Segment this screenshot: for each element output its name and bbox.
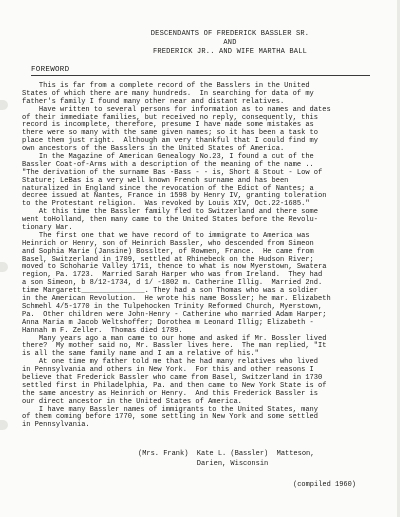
body-line: settled first in Philadelphia, Pa. and then came to New York State is of [22,381,327,390]
body-line: own ancestors of the Basslers in the United States of America. [22,145,285,154]
body-line: went toHolland, then many came to the United States before the Revolu- [22,216,319,225]
body-line: The first one that we have record of to immigrate to America was [22,231,310,240]
signature-block [138,450,314,469]
body-line: Many years ago a man came to our home and asked if Mr. Bossler lived [22,334,327,343]
body-line: Heinrich or Henry, son of Heinrich Bassler, who descended from Simeon [22,239,314,248]
body-line: tionary War. [22,224,73,233]
signature-location: Darien, Wisconsin [138,459,269,468]
body-line: a son Simeon, b 8/12-1734, d 1/ -1802 m. Catherine Illig. Married 2nd. [22,279,323,288]
body-line: Bassler Coat-of-Arms with a description of the meaning of the name .. [22,160,314,169]
title-line: DESCENDANTS OF FREDERICK BASSLER SR. [150,30,310,38]
body-line: Pa. Other children were John-Henry - Catherine who married Adam Harper; [22,310,327,319]
body-line: I have many Bassler names of immigrants to the United States, many [22,405,319,414]
body-line: Anna Maria m Jacob Weltshoffer; Dorothea m Leonard Illig; Elizabeth - [22,318,314,327]
body-line: time Margarett_______________. They had a son Thomas who was a soldier [22,287,319,296]
body-line: there? My mother said no, Mr. Bassler lives here. The man replied, "It [22,342,327,351]
document-title [130,30,330,57]
body-line: Hannah m F. Zeller. Thomas died 1789. [22,326,183,335]
body-line: In the Magazine of American Genealogy No.23, I found a cut of the [22,153,314,162]
punch-hole [0,420,8,430]
body-line: and Sophia Marie (Jansine) Bosslter, of Rowmen, France. He came from [22,247,314,256]
compiled-date: (compiled 1960) [293,481,357,489]
body-line: decree issued at Nantes, France in 1598 by Henry IV, granting toleration [22,192,327,201]
body-line: Basel, Switzerland in 1709, settled at Rhinebeck on the Hudson River; [22,255,314,264]
body-line: in the American Revolution. He wrote his name Bossler; he mar. Elizabeth [22,295,331,304]
body-line: believe that Frederick Bassler who came from Basel, Switzerland in 1730 [22,373,323,382]
body-line: naturalized in England since the revocation of the Edict of Nantes; a [22,184,314,193]
body-line: region, Pa. 1723. Married Sarah Harper who was from Ireland. They had [22,271,323,280]
body-line: there were so many with the same given names; so it has been a task to [22,129,319,138]
body-line: in Pennsylvania and others in New York. For this and other reasons I [22,366,314,375]
body-line: place them just right. Although am very thankful that I could find my [22,137,319,146]
body-line: At this time the Bassler family fled to Switzerland and there some [22,208,319,217]
heading-rule [31,75,370,76]
body-line: to the Protestant religion. Was revoked by Louis XIV, Oct.22-1685." [22,200,310,209]
body-line: Schmehl 4/5-1770 in the Tulpehocken Trinity Reformed Church, Myerstown, [22,302,323,311]
body-line: of them coming before 1770, some settling in New York and some settled [22,413,319,422]
body-line: the same ancestry as Heinrich or Henry. And this Frederick Bassler is [22,389,319,398]
body-line: At one time my father told me that he had many relatives who lived [22,358,319,367]
foreword-body [22,83,382,430]
body-line: moved to Schoharie Valley 1711, thence to what is now Myerstown, Swatera [22,263,327,272]
body-line: record is incomplete, therefore, presume I have made some mistakes as [22,121,314,130]
body-line: States of which there are many hundreds. In searching for data of my [22,89,314,98]
body-line: Have written to several persons for information as to names and dates [22,105,331,114]
body-line: is all the same family name and I am a relative of his." [22,350,259,359]
body-line: "The derivation of the surname Bas -Bass - - is, Short & Stout - Low of [22,168,323,177]
body-line: This is far from a complete record of the Basslers in the United [22,82,310,90]
body-line: in Pennsylvania. [22,421,90,430]
body-line: Stature; LeBas is a very well known French surname and has been [22,176,289,185]
body-line: father's family I found many other near and distant relatives. [22,97,285,106]
section-heading: FOREWORD [31,66,70,74]
title-line: FREDERICK JR.. AND WIFE MARTHA BALL [152,48,308,56]
title-line: AND [223,39,237,47]
signature-name: (Mrs. Frank) Kate L. (Bassler) Matteson, [138,450,315,458]
punch-hole [0,262,8,272]
body-line: our direct ancestor in the United States of America. [22,397,242,406]
punch-hole [0,100,8,110]
body-line: of their immediate families, but received no reply, consequently, this [22,113,319,122]
